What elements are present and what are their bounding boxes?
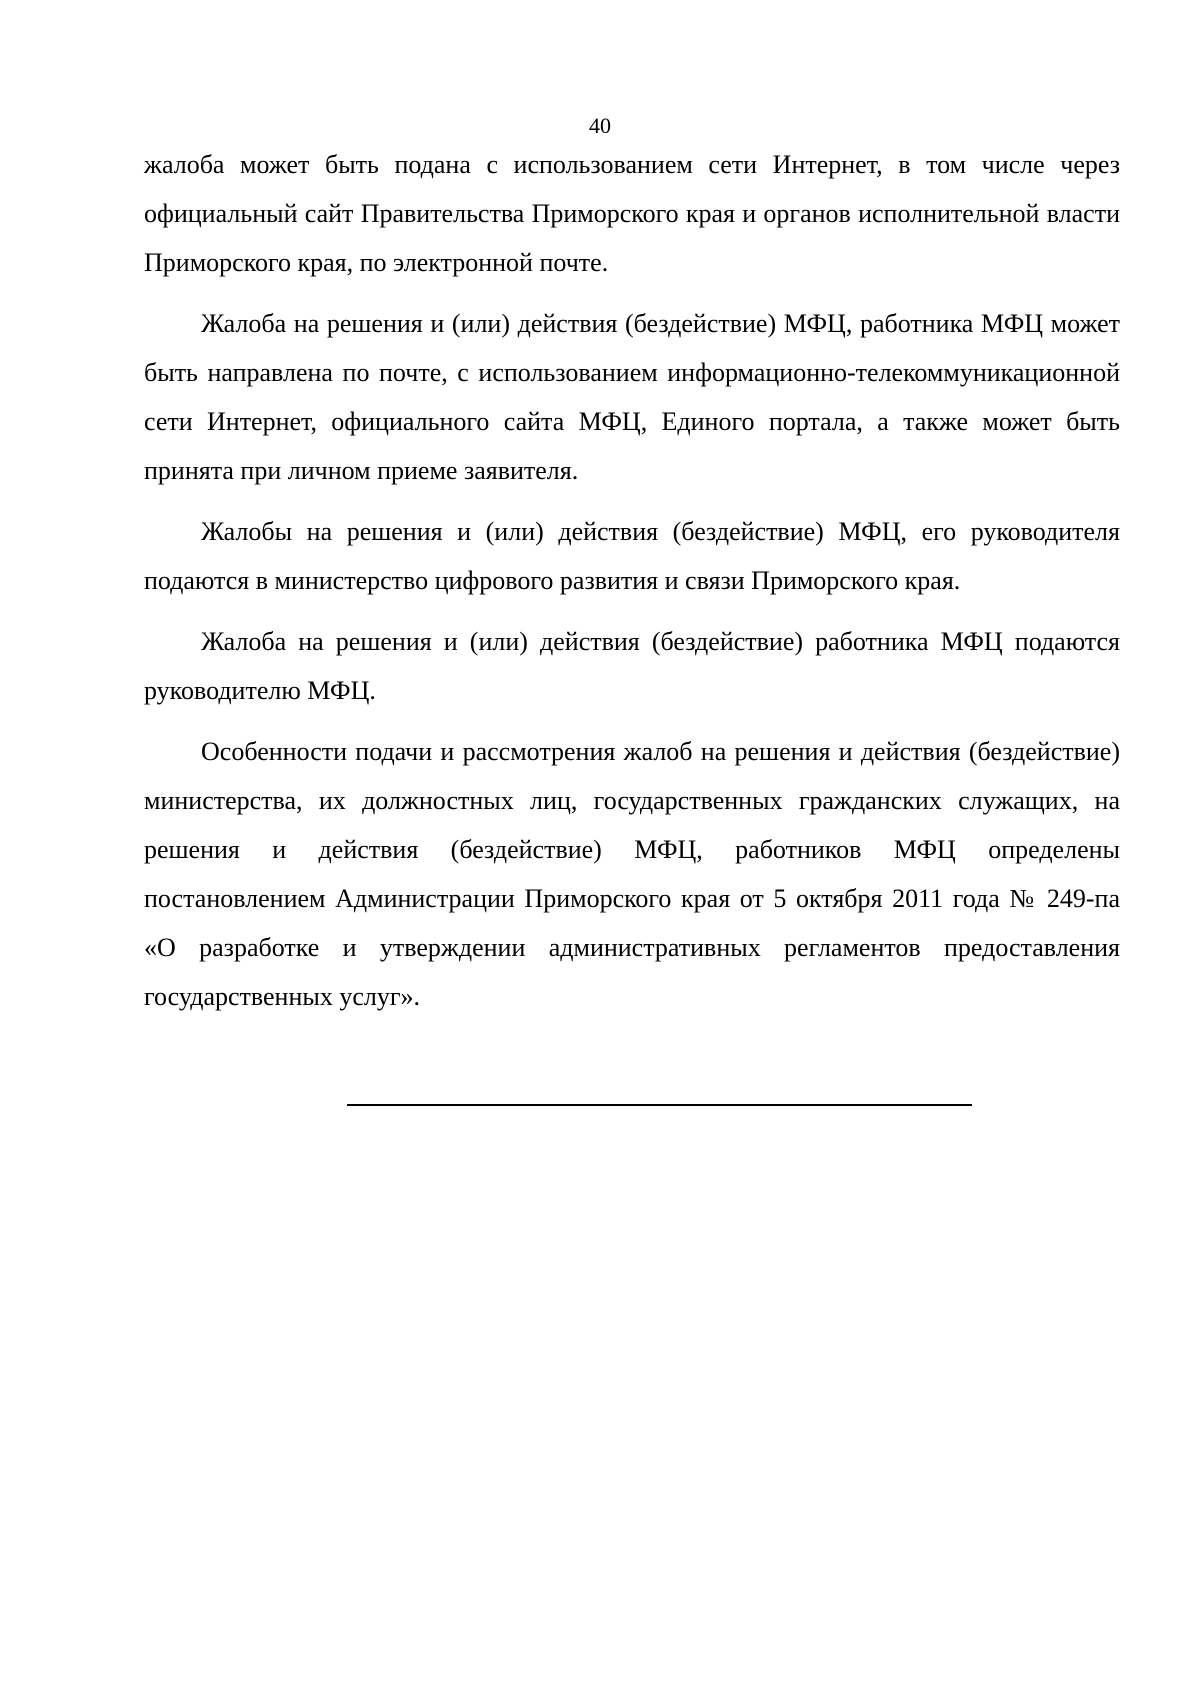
paragraph-continuation: жалоба может быть подана с использованием сети Интернет, в том числе через официальный сайт Правительства Приморского края и органов исполнительной власти Приморского края, по электронной почте.: [144, 150, 1120, 277]
end-separator-line: [347, 1104, 972, 1106]
paragraph-mfc-head-complaints: Жалобы на решения и (или) действия (бездействие) МФЦ, его руководителя подаются в министерство цифрового развития и связи Приморского края.: [144, 517, 1120, 595]
page-number: 40: [589, 113, 611, 138]
paragraph-complaint-procedure-specifics: Особенности подачи и рассмотрения жалоб на решения и действия (бездействие) министерства, их должностных лиц, государственных гражданских служащих, на решения и действия (бездействие) МФЦ, работников МФЦ определены постановлением Администрации Приморского края от 5 октября 2011 года № 249-па «О разработке и утверждении административных регламентов предоставления государственных услуг».: [144, 737, 1120, 1011]
document-body: [144, 140, 1120, 1033]
paragraph-mfc-worker-complaints: Жалоба на решения и (или) действия (бездействие) работника МФЦ подаются руководителю МФЦ.: [144, 627, 1120, 705]
paragraph-mfc-complaint-channels: Жалоба на решения и (или) действия (бездействие) МФЦ, работника МФЦ может быть направлена по почте, с использованием информационно-телекоммуникационной сети Интернет, официального сайта МФЦ, Единого портала, а также может быть принята при личном приеме заявителя.: [144, 309, 1120, 485]
